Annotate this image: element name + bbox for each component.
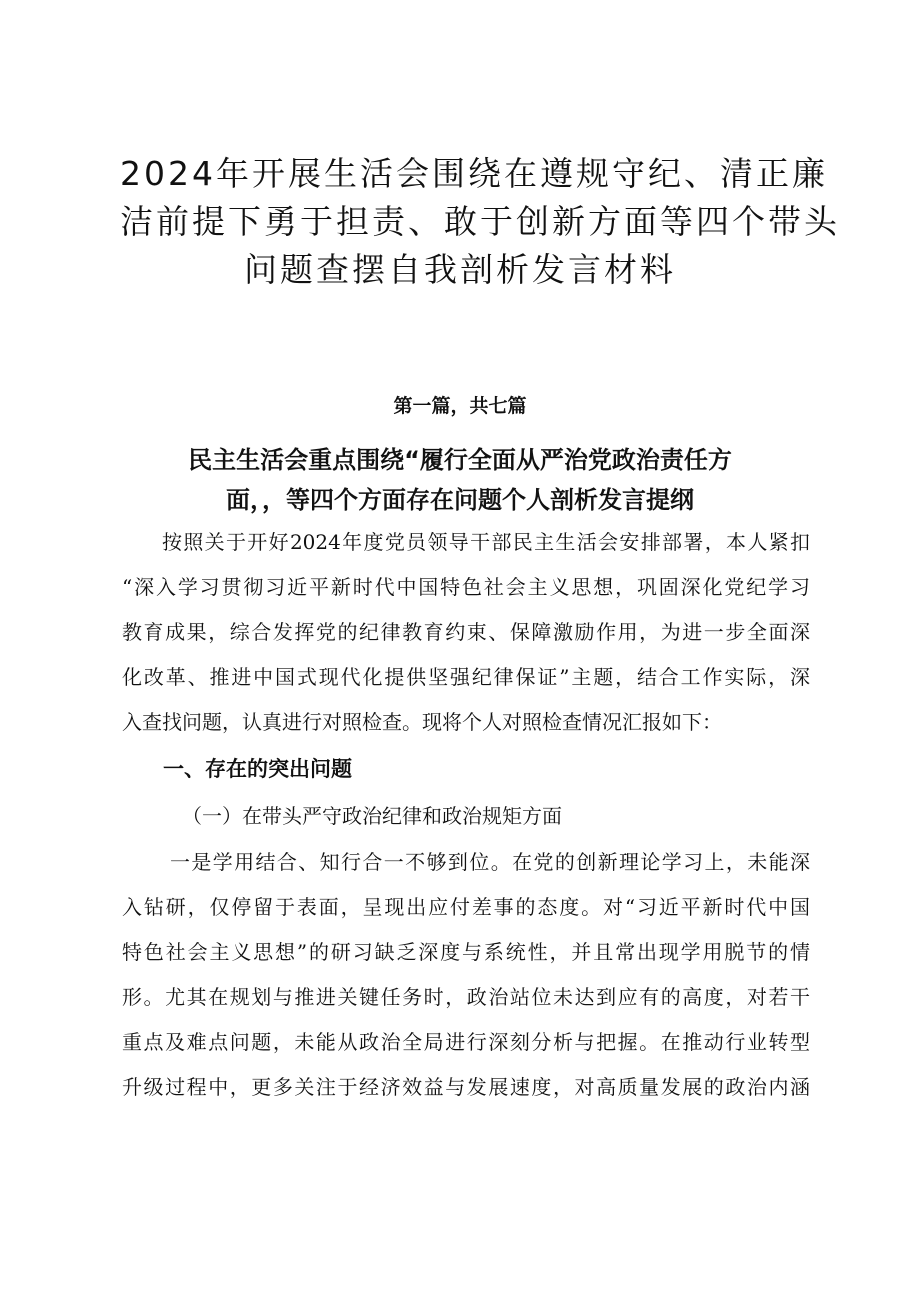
paragraph-line: 按照关于开好2024年度党员领导干部民主生活会安排部署，本人紧扣 [162, 530, 810, 554]
intro-paragraph [122, 520, 810, 745]
paragraph-line: 一是学用结合、知行合一不够到位。在党的创新理论学习上，未能深 [170, 850, 810, 874]
paragraph-line: 化改革、推进中国式现代化提供坚强纪律保证”主题，结合工作实际，深 [122, 665, 810, 689]
section-heading: 一、存在的突出问题 [163, 757, 352, 781]
paragraph-line: 特色社会主义思想”的研习缺乏深度与系统性，并且常出现学用脱节的情 [122, 940, 810, 964]
document-title [120, 150, 840, 294]
section-label: 第一篇，共七篇 [393, 395, 527, 417]
document-title-line: 2024年开展生活会围绕在遵规守纪、清正廉 [120, 154, 828, 193]
paragraph-line: 入钻研，仅停留于表面，呈现出应付差事的态度。对“习近平新时代中国 [122, 895, 810, 919]
paragraph-line: 教育成果，综合发挥党的纪律教育约束、保障激励作用，为进一步全面深 [122, 620, 810, 644]
paragraph-line: 入查找问题，认真进行对照检查。现将个人对照检查情况汇报如下： [122, 710, 722, 734]
document-title-line: 洁前提下勇于担责、敢于创新方面等四个带头 [120, 202, 840, 241]
subsection-heading: （一）在带头严守政治纪律和政治规矩方面 [182, 804, 562, 828]
paragraph-line: 形。尤其在规划与推进关键任务时，政治站位未达到应有的高度，对若干 [122, 985, 810, 1009]
document-title-line: 问题查摆自我剖析发言材料 [244, 250, 676, 289]
article-title-line: 面，，等四个方面存在问题个人剖析发言提纲 [226, 486, 694, 514]
paragraph-line: “深入学习贯彻习近平新时代中国特色社会主义思想，巩固深化党纪学习 [122, 575, 810, 599]
paragraph-line: 升级过程中，更多关注于经济效益与发展速度，对高质量发展的政治内涵 [122, 1075, 810, 1099]
article-title [140, 440, 780, 520]
body-paragraph [122, 840, 810, 1110]
article-title-line: 民主生活会重点围绕“履行全面从严治党政治责任方 [188, 446, 732, 474]
paragraph-line: 重点及难点问题，未能从政治全局进行深刻分析与把握。在推动行业转型 [122, 1030, 810, 1054]
